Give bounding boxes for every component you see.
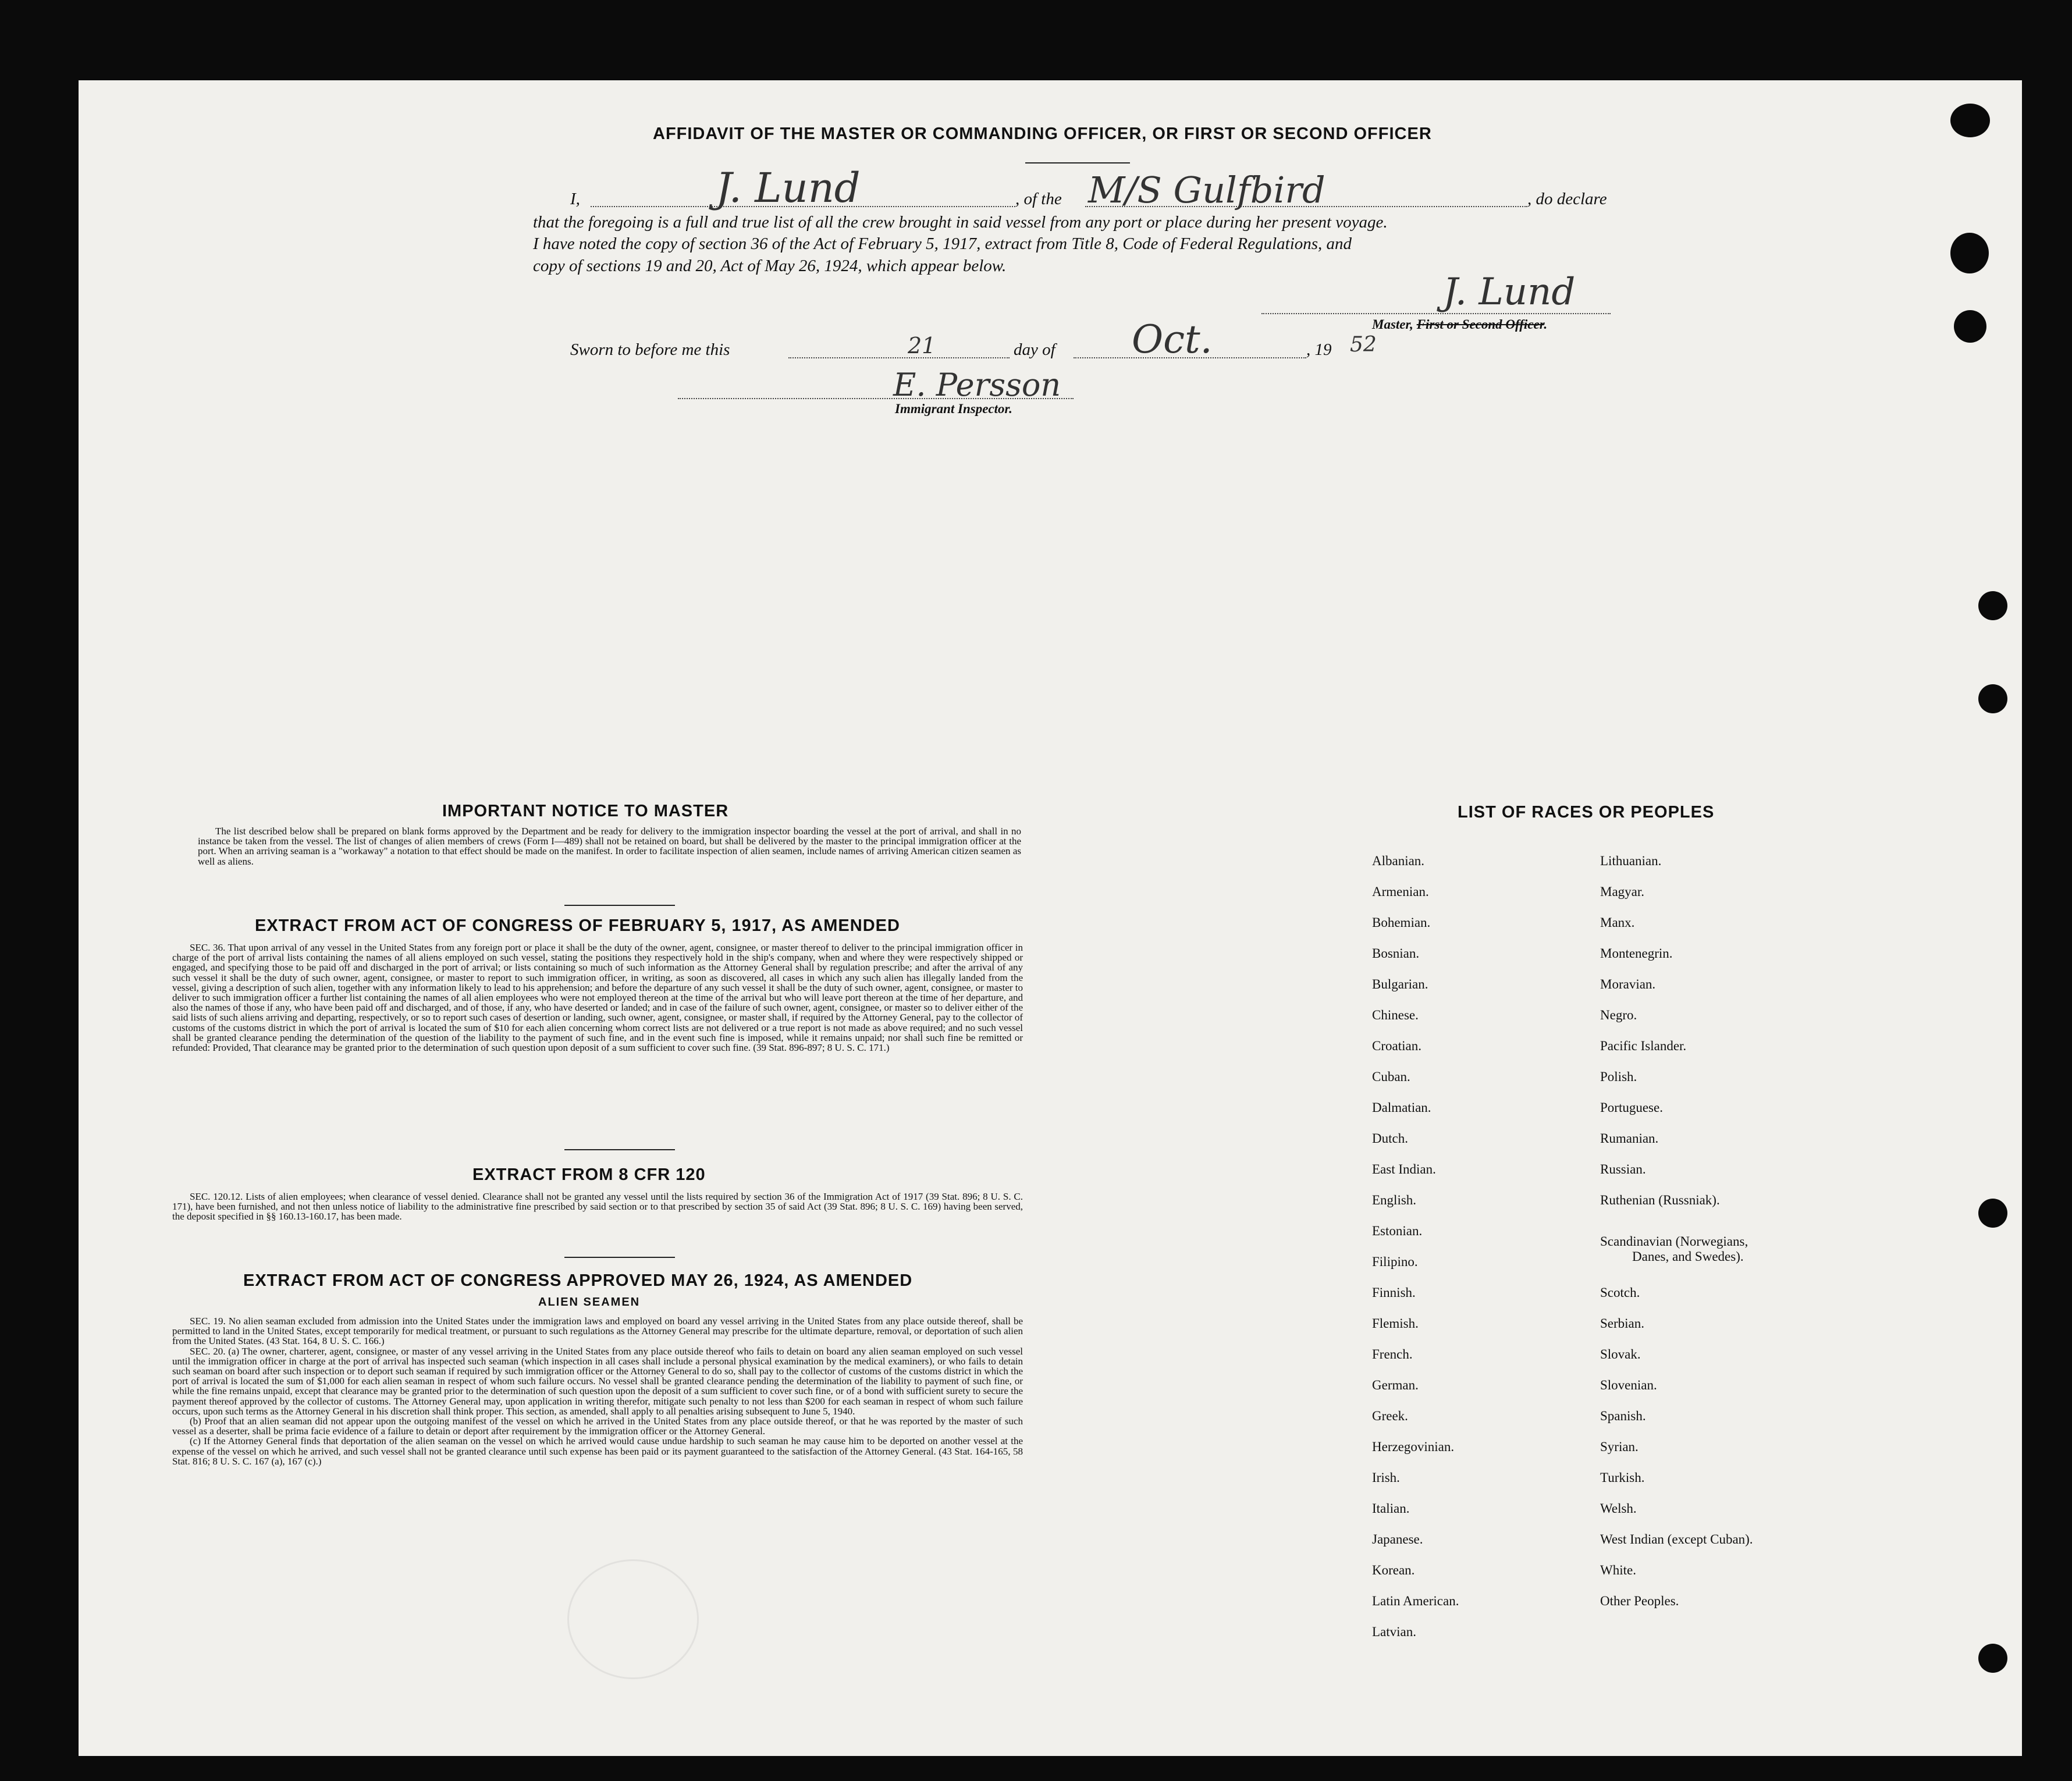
binder-hole	[1978, 591, 2007, 620]
declaration-mid: , of the	[1015, 190, 1062, 208]
divider	[564, 1257, 675, 1258]
race-item: Cuban.	[1372, 1069, 1410, 1084]
race-item: Armenian.	[1372, 884, 1429, 899]
race-item: English.	[1372, 1193, 1417, 1207]
race-item: Spanish.	[1600, 1409, 1646, 1423]
sworn-day: 21	[908, 333, 936, 358]
race-item: Montenegrin.	[1600, 946, 1673, 961]
race-item: Korean.	[1372, 1563, 1415, 1577]
extract-1917-text: SEC. 36. That upon arrival of any vessel in the United States from any foreign port or place it shall be the duty of the owner, agent, consignee, or master thereof to deliver to the principal immigration officer in charge of the port of arrival lists containing the names of all aliens employed on such vessel, stating the positions they respectively hold in the ship's company, when and where they were respectively shipped or engaged, and specifying those to be paid off and discharged in the port of arrival; or lists containing so much of such information as the Attorney General shall by regulation prescribe; and after the arrival of any such vessel it shall be the duty of such owner, agent, consignee, or master to report to such immigration officer, in writing, as soon as discovered, all cases in which any such alien has illegally landed from the vessel, giving a description of such alien, together with any information likely to lead to his apprehension; and before the departure of any such vessel it shall be the duty of such owner, agent, consignee, or master to deliver to such immigration officer a further list containing the names of all alien employees who were not employed thereon at the time of the arrival but who will leave port thereon at the time of her departure, and also the names of those if any, who have been paid off and discharged, and of those, if any, who have deserted or landed; and in case of the failure of such owner, agent, consignee, or master so to deliver either of the said lists of such aliens arriving and departing, respectively, or so to report such cases of desertion or landing, such owner, agent, consignee, or master shall, if required by the Attorney General, pay to the collector of customs of the customs district in which the port of arrival is located the sum of $10 for each alien concerning whom correct lists are not delivered or a true report is not made as above required; and no such vessel shall be granted clearance pending the determination of the question of the liability to the payment of such fine, and in the event such fine is imposed, while it remains unpaid; nor shall such fine be remitted or refunded: Provided, That clearance may be granted prior to the determination of such question upon deposit of a sum sufficient to cover such fine. (39 Stat. 896-897; 8 U. S. C. 171.)	[172, 942, 1023, 1054]
race-item: Bulgarian.	[1372, 977, 1428, 991]
race-item: Russian.	[1600, 1162, 1646, 1176]
faint-seal-stamp	[567, 1559, 699, 1679]
race-item: Albanian.	[1372, 854, 1425, 868]
declaration-line-2: that the foregoing is a full and true list of all the crew brought in said vessel from any port or place during her present voyage.	[533, 213, 1388, 232]
struck-officer-text: First or Second Officer	[1416, 317, 1544, 332]
race-item: Welsh.	[1600, 1501, 1637, 1516]
binder-hole	[1954, 310, 1986, 343]
inspector-label: Immigrant Inspector.	[895, 401, 1012, 416]
race-item: Irish.	[1372, 1470, 1400, 1485]
race-item: Filipino.	[1372, 1254, 1418, 1269]
section-20b-text: (b) Proof that an alien seaman did not appear upon the outgoing manifest of the vessel on which he arrived in the United States from any place outside thereof, or that he was reported by the master of such vessel as a deserter, shall be prima facie evidence of a failure to detain or deport after requirement by the immigration officer or the Attorney General.	[172, 1416, 1023, 1437]
race-item: Manx.	[1600, 915, 1635, 930]
race-item: Scandinavian (Norwegians,	[1600, 1234, 1748, 1249]
notice-title: IMPORTANT NOTICE TO MASTER	[442, 802, 729, 820]
sworn-year-prefix: , 19	[1306, 340, 1332, 359]
master-label-text: Master,	[1372, 317, 1413, 332]
race-item: Syrian.	[1600, 1439, 1639, 1454]
races-title: LIST OF RACES OR PEOPLES	[1458, 803, 1715, 822]
race-item: Slovenian.	[1600, 1378, 1657, 1392]
race-item: Greek.	[1372, 1409, 1408, 1423]
sworn-month: Oct.	[1132, 317, 1213, 362]
extract-cfr-title: EXTRACT FROM 8 CFR 120	[472, 1165, 706, 1184]
binder-hole	[1978, 1199, 2007, 1228]
race-item: Japanese.	[1372, 1532, 1423, 1547]
race-item: Finnish.	[1372, 1285, 1416, 1300]
inspector-signature: E. Persson	[893, 367, 1061, 403]
race-item: Italian.	[1372, 1501, 1410, 1516]
divider	[1025, 162, 1130, 163]
declaration-prefix: I,	[570, 190, 580, 208]
race-item: Moravian.	[1600, 977, 1656, 991]
race-item: Estonian.	[1372, 1224, 1423, 1238]
race-item: Serbian.	[1600, 1316, 1645, 1331]
race-item: Polish.	[1600, 1069, 1637, 1084]
extract-1917-title: EXTRACT FROM ACT OF CONGRESS OF FEBRUARY 5, 1917, AS AMENDED	[255, 916, 900, 935]
race-item: East Indian.	[1372, 1162, 1436, 1176]
sworn-day-line	[788, 357, 1010, 358]
binder-hole	[1978, 684, 2007, 713]
race-item: West Indian (except Cuban).	[1600, 1532, 1753, 1547]
extract-1924-subtitle: ALIEN SEAMEN	[538, 1296, 641, 1309]
race-item: Slovak.	[1600, 1347, 1641, 1361]
binder-hole	[1950, 233, 1989, 273]
divider	[564, 1149, 675, 1150]
race-item: Herzegovinian.	[1372, 1439, 1455, 1454]
race-item: Dutch.	[1372, 1131, 1408, 1146]
section-20a-text: SEC. 20. (a) The owner, charterer, agent, consignee, or master of any vessel arriving in the United States from any place outside thereof who fails to detain on board any alien seaman employed on such vessel until the immigration officer in charge at the port of arrival has inspected such seaman (which inspection in all cases shall include a personal physical examination by the medical examiners), or who fails to detain such seaman on board after such inspection or to deport such seaman if required by such immigration officer or the Attorney General to do so, shall pay to the collector of customs of the customs district in which the port of arrival is located the sum of $1,000 for each alien seaman in respect of whom such failure occurs. No vessel shall be granted clearance pending the determination of the liability to payment of such fine, or while the fine remains unpaid, except that clearance may be granted prior to the determination of such question upon the deposit of a sum sufficient to cover such fine, or of a bond with sufficient surety to secure the payment thereof approved by the collector of customs. The Attorney General may, upon application in writing therefor, mitigate such penalty to not less than $200 for each seaman in respect of whom such failure occurs, upon such terms as the Attorney General in his discretion shall think proper. This section, as amended, shall apply to all penalties arising subsequent to June 5, 1940.	[172, 1345, 1023, 1417]
master-label	[1372, 317, 1547, 332]
race-item: Portuguese.	[1600, 1100, 1663, 1115]
race-item: Rumanian.	[1600, 1131, 1659, 1146]
race-item: Bohemian.	[1372, 915, 1431, 930]
declaration-line-3: I have noted the copy of section 36 of the Act of February 5, 1917, extract from Title 8, Code of Federal Regulations, and	[533, 234, 1352, 253]
section-19-text: SEC. 19. No alien seaman excluded from admission into the United States under the immigration laws and employed on board any vessel arriving in the United States from any place outside thereof, shall be permitted to land in the United States, except temporarily for medical treatment, or pursuant to such regulations as the Attorney General may prescribe for the ultimate departure, removal, or deportation of such alien from the United States. (43 Stat. 164, 8 U. S. C. 166.)	[172, 1316, 1023, 1347]
race-item: Turkish.	[1600, 1470, 1645, 1485]
sworn-year: 52	[1350, 333, 1377, 357]
affidavit-title: AFFIDAVIT OF THE MASTER OR COMMANDING OFFICER, OR FIRST OR SECOND OFFICER	[653, 125, 1432, 143]
race-item: German.	[1372, 1378, 1419, 1392]
race-item: French.	[1372, 1347, 1413, 1361]
race-item: Chinese.	[1372, 1008, 1419, 1022]
extract-1924-body	[172, 1316, 1023, 1466]
section-20c-text: (c) If the Attorney General finds that deportation of the alien seaman on the vessel on which he arrived would cause undue hardship to such seaman he may cause him to be deported on another vessel at the expense of the vessel on which he arrived, and such vessel shall not be granted clearance until such expense has been paid or its payment guaranteed to the satisfaction of the Attorney General. (43 Stat. 164-165, 58 Stat. 816; 8 U. S. C. 167 (a), 167 (c).)	[172, 1435, 1023, 1467]
race-item: Bosnian.	[1372, 946, 1420, 961]
race-item: Flemish.	[1372, 1316, 1419, 1331]
binder-hole	[1950, 104, 1990, 137]
race-item: Dalmatian.	[1372, 1100, 1431, 1115]
signer-handwritten: J. Lund	[716, 164, 861, 212]
race-item: Lithuanian.	[1600, 854, 1662, 868]
sworn-mid: day of	[1014, 340, 1055, 359]
declaration-end: , do declare	[1527, 190, 1607, 208]
race-item: Latin American.	[1372, 1594, 1459, 1608]
extract-1924-title: EXTRACT FROM ACT OF CONGRESS APPROVED MAY 26, 1924, AS AMENDED	[243, 1271, 913, 1290]
sworn-prefix: Sworn to before me this	[570, 340, 730, 359]
race-item: Ruthenian (Russniak).	[1600, 1193, 1720, 1207]
master-label-period: .	[1544, 317, 1548, 332]
race-item: Negro.	[1600, 1008, 1637, 1022]
notice-text: The list described below shall be prepared on blank forms approved by the Department and be ready for delivery to the immigration inspector boarding the vessel at the port of arrival, and shall in no instance be taken from the vessel. The list of changes of alien members of crews (Form I—489) shall not be retained on board, but shall be delivered by the master to the principal immigration officer at the port. When an arriving seaman is a "workaway" a notation to that effect should be made on the manifest. In order to facilitate inspection of alien seamen, include names of arriving American citizen seamen as well as aliens.	[198, 826, 1021, 867]
race-item: Croatian.	[1372, 1039, 1421, 1053]
binder-hole	[1978, 1644, 2007, 1673]
race-item: Magyar.	[1600, 884, 1645, 899]
race-item: White.	[1600, 1563, 1636, 1577]
race-item: Latvian.	[1372, 1624, 1416, 1639]
master-signature: J. Lund	[1443, 271, 1576, 314]
declaration-line-4: copy of sections 19 and 20, Act of May 26, 1924, which appear below.	[533, 257, 1007, 275]
race-item: Other Peoples.	[1600, 1594, 1679, 1608]
race-item: Scotch.	[1600, 1285, 1640, 1300]
vessel-handwritten: M/S Gulfbird	[1088, 169, 1325, 211]
divider	[564, 905, 675, 906]
extract-cfr-text: SEC. 120.12. Lists of alien employees; when clearance of vessel denied. Clearance shall not be granted any vessel until the lists required by section 36 of the Immigration Act of 1917 (39 Stat. 896; 8 U. S. C. 171), have been furnished, and not then unless notice of liability to the administrative fine prescribed by said section or to that prescribed by section 35 of said Act (39 Stat. 896; 8 U. S. C. 169) having been served, the deposit specified in §§ 160.13-160.17, has been made.	[172, 1191, 1023, 1222]
race-item: Pacific Islander.	[1600, 1039, 1687, 1053]
race-item: Danes, and Swedes).	[1632, 1249, 1744, 1264]
